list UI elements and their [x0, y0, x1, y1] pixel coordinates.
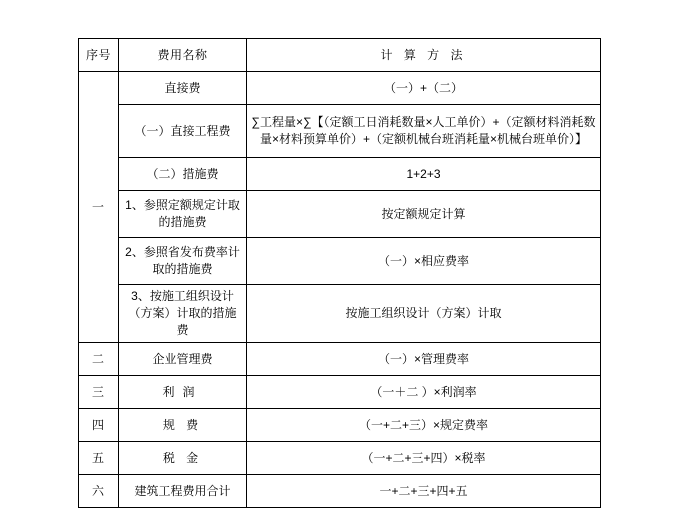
row-name-8: 规 费: [119, 409, 247, 442]
row-no-1: 一: [79, 72, 119, 343]
table-row: [79, 191, 601, 238]
table-row: [79, 475, 601, 508]
row-name-10: 建筑工程费用合计: [119, 475, 247, 508]
row-no-8: 四: [79, 409, 119, 442]
row-method-7: （一＋二 ）×利润率: [247, 376, 601, 409]
header-cell-name: 费用名称: [119, 39, 247, 72]
row-name-0: 直接费: [119, 72, 247, 105]
row-name-5: 3、按施工组织设计（方案）计取的措施费: [119, 285, 247, 343]
header-cell-method: 计 算 方 法: [247, 39, 601, 72]
row-name-2: （二）措施费: [119, 158, 247, 191]
table-row: [79, 105, 601, 158]
table-row: [79, 285, 601, 343]
row-name-7: 利润: [119, 376, 247, 409]
row-method-5: 按施工组织设计（方案）计取: [247, 285, 601, 343]
table-row: [79, 343, 601, 376]
row-no-10: 六: [79, 475, 119, 508]
row-name-3: 1、参照定额规定计取的措施费: [119, 191, 247, 238]
row-name-4: 2、参照省发布费率计取的措施费: [119, 238, 247, 285]
row-method-4: （一）×相应费率: [247, 238, 601, 285]
table-row: [79, 72, 601, 105]
row-name-1: （一）直接工程费: [119, 105, 247, 158]
row-method-0: （一）+（二）: [247, 72, 601, 105]
row-method-2: 1+2+3: [247, 158, 601, 191]
row-method-10: 一+二+三+四+五: [247, 475, 601, 508]
table-row: [79, 442, 601, 475]
row-name-9: 税 金: [119, 442, 247, 475]
header-cell-no: 序号: [79, 39, 119, 72]
row-method-8: （一+二+三）×规定费率: [247, 409, 601, 442]
row-no-7: 三: [79, 376, 119, 409]
row-name-6: 企业管理费: [119, 343, 247, 376]
table-row: [79, 409, 601, 442]
table-row: [79, 238, 601, 285]
table-row: [79, 158, 601, 191]
construction-cost-table: [78, 38, 601, 508]
row-no-9: 五: [79, 442, 119, 475]
row-no-6: 二: [79, 343, 119, 376]
row-method-3: 按定额规定计算: [247, 191, 601, 238]
row-method-1: ∑工程量×∑【（定额工日消耗数量×人工单价）+（定额材料消耗数量×材料预算单价）+（定额机械台班消耗量×机械台班单价）】: [247, 105, 601, 158]
table-row: [79, 376, 601, 409]
table-header-row: [79, 39, 601, 72]
row-method-6: （一）×管理费率: [247, 343, 601, 376]
row-method-9: （一+二+三+四）×税率: [247, 442, 601, 475]
